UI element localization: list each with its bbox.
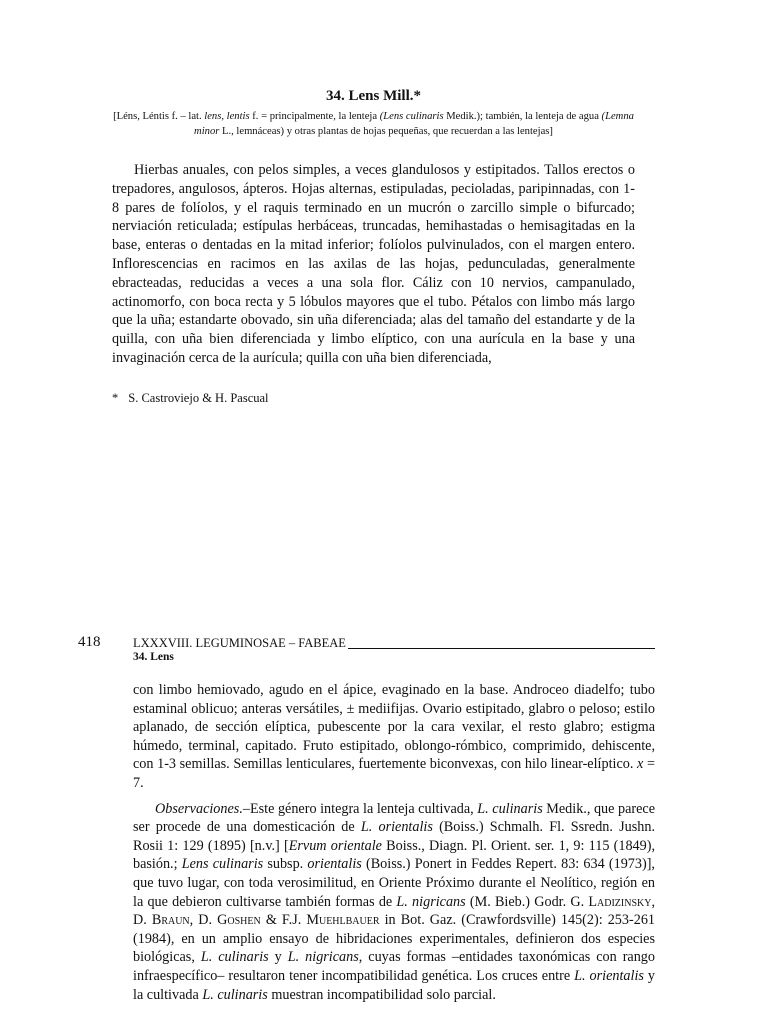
obs-species: L. orientalis xyxy=(360,819,433,836)
obs-author: Muehlbauer xyxy=(306,912,380,929)
genus-number: 34. xyxy=(325,88,345,104)
observations-label: Observaciones. xyxy=(155,800,243,817)
genus-name: Lens xyxy=(348,88,380,104)
etymology-latin: lens, lentis xyxy=(204,111,250,122)
obs-text: Medik., que parece ser procede de una domesticación de xyxy=(133,800,655,836)
running-head xyxy=(133,636,655,664)
genus-author: Mill.* xyxy=(383,88,421,104)
obs-text: –Este género integra la lenteja cultivada, xyxy=(242,800,478,817)
etymology-species: (Lemna minor xyxy=(194,111,634,137)
obs-species: L. nigricans xyxy=(287,949,359,966)
footnote-marker: * xyxy=(112,390,119,405)
etymology-text: [Léns, Léntis f. – lat. xyxy=(113,111,205,122)
chromosome-symbol: x xyxy=(637,756,644,773)
obs-species: L. orientalis xyxy=(574,967,644,984)
obs-text: Boiss., Diagn. Pl. Orient. ser. 1, 9: 115 (1849), basión.; xyxy=(133,837,656,873)
obs-text: y la cultivada xyxy=(133,967,656,1003)
description-text: = 7. xyxy=(133,756,655,791)
obs-text: , cuyas formas –entidades taxonómicas con rango infraespecífico– resultaron tener incompatibilidad genética. Los cruces entre xyxy=(133,949,655,984)
obs-species: orientalis xyxy=(307,856,362,873)
page-top-section xyxy=(112,86,635,406)
etymology-species: (Lens culinaris xyxy=(379,111,444,122)
obs-text: (Boiss.) Schmalh. Fl. Ssredn. Jushn. Rosii 1: 129 (1895) [n.v.] [ xyxy=(133,819,656,854)
genus-title xyxy=(112,86,635,106)
obs-author: Goshen xyxy=(217,912,261,929)
description-text: con limbo hemiovado, agudo en el ápice, evaginado en la base. Androceo diadelfo; tubo estaminal oblicuo; anteras versátiles, ± mediifijas. Ovario estipitado, glabro o peloso; estilo aplanado, de sección elíptica, pubescente por la cara vexilar, el resto glabro; estigma húmedo, terminal, capitado. Fruto estipitado, oblongo-rómbico, comprimido, dehiscente, con 1-3 semillas. Semillas lenticulares, fuertemente biconvexas, con hilo linear-elíptico. xyxy=(133,682,655,773)
running-head-family-line xyxy=(133,636,655,650)
obs-text: & F.J. xyxy=(260,912,307,929)
obs-species: Ervum orientale xyxy=(288,837,382,854)
obs-text: in Bot. Gaz. (Crawfordsville) 145(2): 253-261 (1984), en un amplio ensayo de hibridaciones experimentales, definieron dos especies biológicas, xyxy=(133,912,656,966)
obs-species: L. culinaris xyxy=(477,800,543,817)
obs-text: , D. xyxy=(189,912,218,929)
observations-paragraph xyxy=(133,800,655,1005)
obs-author: Ladizinsky xyxy=(588,893,652,910)
running-head-genus: 34. Lens xyxy=(133,651,174,663)
author-footnote xyxy=(112,390,635,406)
genus-description-top: Hierbas anuales, con pelos simples, a veces glandulosos y estipitados. Tallos erectos o trepadores, angulosos, ápteros. Hojas alternas, estipuladas, pecioladas, paripinnadas, con 1-8 pares de folíolos, y el raquis terminado en un mucrón o zarcillo simple o bifurcado; nerviación reticulada; estípulas herbáceas, truncadas, hemihastadas o hemisagitadas en la base, enteras o dentadas en la mitad inferior; folíolos pulvinulados, con el margen entero. Inflorescencias en racimos en las axilas de las hojas, pedunculadas, generalmente ebracteadas, reducidas a veces a una sola flor. Cáliz con 10 nervios, campanulado, actinomorfo, con boca recta y 5 lóbulos mayores que el tubo. Pétalos con limbo más largo que la uña; estandarte obovado, sin uña diferenciada; alas del tamaño del estandarte y de la quilla, con uña bien diferenciada y limbo elíptico, con una aurícula en la base y una invaginación cerca de la aurícula; quilla con uña bien diferenciada, xyxy=(112,162,635,366)
etymology-text: f. = principalmente, la lenteja xyxy=(249,111,380,122)
obs-species: L. culinaris xyxy=(202,986,268,1003)
obs-text: muestran incompatibilidad solo parcial. xyxy=(267,986,496,1003)
running-head-family: LXXXVIII. LEGUMINOSAE – FABEAE xyxy=(133,636,346,650)
obs-author: Braun xyxy=(151,912,190,929)
etymology-text: Medik.); también, la lenteja de agua xyxy=(443,111,602,122)
obs-text: subsp. xyxy=(263,856,308,873)
running-head-rule xyxy=(348,648,655,649)
description-paragraph xyxy=(133,681,655,793)
footnote-authors: S. Castroviejo & H. Pascual xyxy=(128,390,269,405)
obs-species: L. culinaris xyxy=(200,949,269,966)
obs-text: (Boiss.) Ponert in Feddes Repert. 83: 634 (1973)], que tuvo lugar, con toda verosimilitud, en Oriente Próximo durante el Neolítico, región en la que debieron cultivarse también formas de xyxy=(133,856,655,910)
obs-text: , D. xyxy=(133,893,656,929)
page-number: 418 xyxy=(78,634,101,650)
obs-text: y xyxy=(268,949,288,966)
etymology-text: L., lemnáceas) y otras plantas de hojas pequeñas, que recuerdan a las lentejas] xyxy=(219,126,553,137)
genus-description-continued xyxy=(133,681,655,1004)
etymology-note xyxy=(112,109,635,139)
obs-species: L. nigricans xyxy=(396,893,466,910)
obs-species: Lens culinaris xyxy=(181,856,264,873)
obs-text: (M. Bieb.) Godr. G. xyxy=(465,893,589,910)
